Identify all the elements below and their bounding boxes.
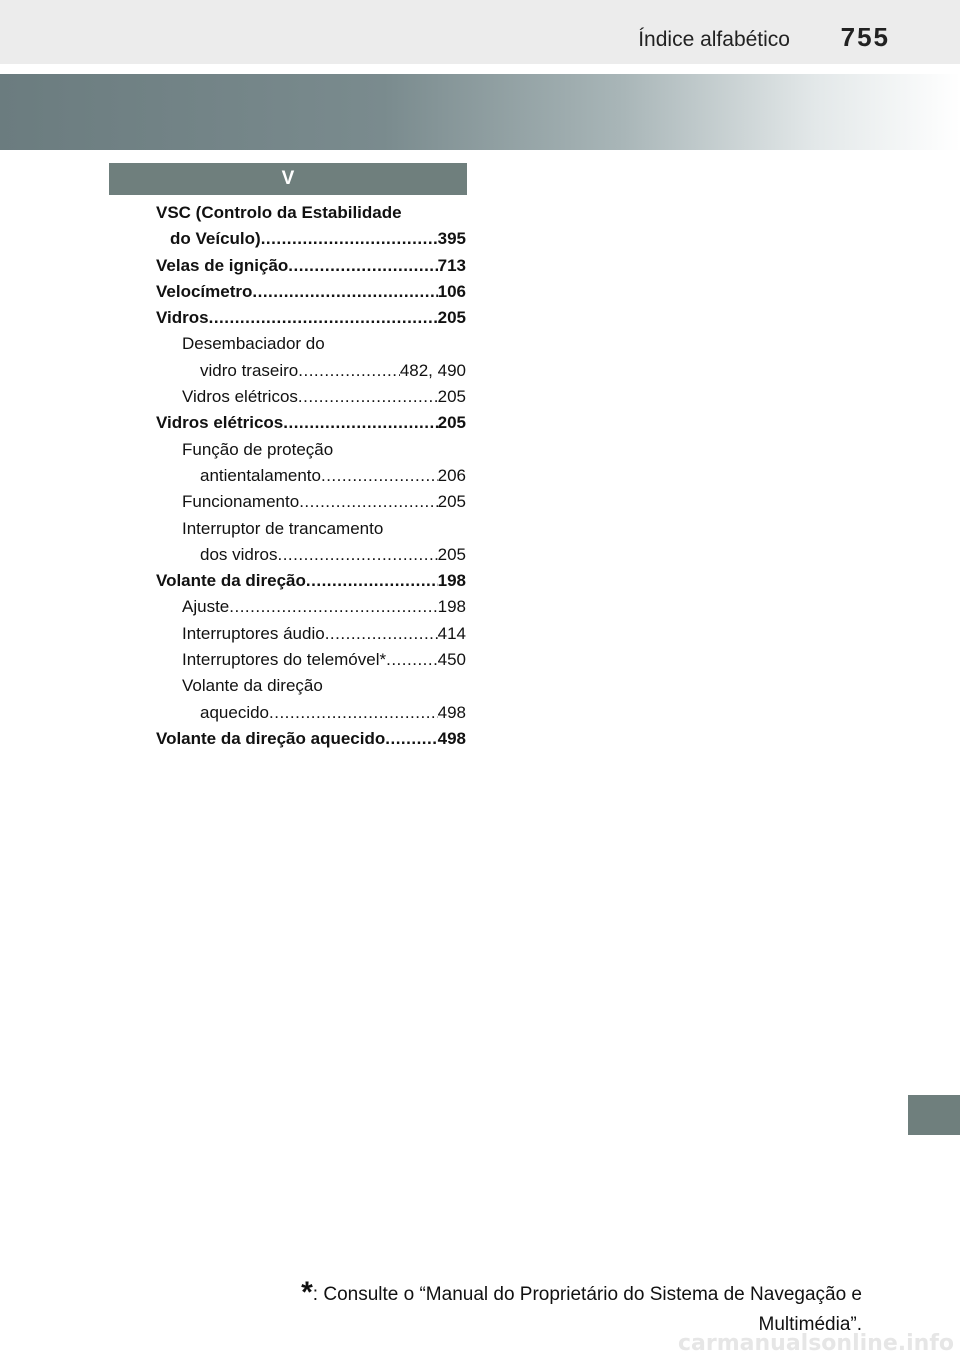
leader-dots: [386, 647, 438, 673]
leader-dots: [385, 726, 437, 752]
page-number: 755: [840, 22, 890, 52]
page-ref: 198: [437, 597, 466, 617]
leader-dots: [306, 568, 438, 594]
footnote-text-line1: : Consulte o “Manual do Proprietário do Sistema de Navegação e: [312, 1284, 862, 1305]
chapter-side-tab: [908, 1095, 960, 1135]
leader-dots: [209, 305, 438, 331]
leader-dots: [277, 542, 437, 568]
leader-dots: [299, 489, 437, 515]
index-entry[interactable]: Vidros elétricos ..... 205: [156, 410, 466, 436]
index-entry[interactable]: Vidros ..... 205: [156, 305, 466, 331]
page-ref: 106: [437, 281, 466, 301]
page-ref: 206: [437, 465, 466, 485]
index-letter-header: V: [109, 163, 467, 195]
leader-dots: [252, 279, 437, 305]
page-ref: 395: [437, 229, 466, 249]
header-banner: [0, 74, 960, 150]
asterisk-mark: *: [301, 1276, 313, 1309]
index-entry-continuation[interactable]: do Veículo) ..... 395: [156, 226, 466, 252]
alphabetical-index: [156, 200, 466, 752]
page-ref: 498: [437, 728, 466, 748]
page-ref: 205: [437, 544, 466, 564]
index-subentry-continuation[interactable]: aquecido ..... 498: [156, 700, 466, 726]
index-subentry-continuation[interactable]: vidro traseiro ..... 482, 490: [156, 358, 466, 384]
page-ref: 713: [437, 255, 466, 275]
leader-dots: [321, 463, 438, 489]
index-subentry[interactable]: Vidros elétricos ..... 205: [156, 384, 466, 410]
leader-dots: [325, 621, 438, 647]
page-ref: 205: [437, 387, 466, 407]
leader-dots: [298, 358, 400, 384]
page-header-bar: [0, 0, 960, 64]
page-ref: 414: [437, 623, 466, 643]
index-subentry[interactable]: Volante da direção: [182, 676, 323, 696]
index-entry[interactable]: VSC (Controlo da Estabilidade: [156, 203, 402, 222]
page-ref: 198: [437, 571, 466, 591]
leader-dots: [298, 384, 438, 410]
page-ref: 498: [437, 702, 466, 722]
index-subentry[interactable]: Interruptores do telemóvel* ..... 450: [156, 647, 466, 673]
index-entry[interactable]: Velocímetro ..... 106: [156, 279, 466, 305]
index-entry[interactable]: Volante da direção ..... 198: [156, 568, 466, 594]
index-subentry[interactable]: Funcionamento ..... 205: [156, 489, 466, 515]
leader-dots: [288, 253, 437, 279]
page-ref: 205: [437, 492, 466, 512]
leader-dots: [229, 594, 437, 620]
section-title: Índice alfabético: [638, 28, 790, 51]
index-entry[interactable]: Velas de ignição ..... 713: [156, 253, 466, 279]
leader-dots: [269, 700, 438, 726]
index-subentry[interactable]: Função de proteção: [182, 439, 334, 459]
page-ref: 205: [437, 413, 466, 433]
leader-dots: [261, 226, 438, 252]
page-ref: 205: [437, 308, 466, 328]
index-subentry[interactable]: Interruptor de trancamento: [182, 518, 384, 538]
index-subentry[interactable]: Ajuste ..... 198: [156, 594, 466, 620]
index-entry[interactable]: Volante da direção aquecido ..... 498: [156, 726, 466, 752]
watermark: carmanualsonline.info: [678, 1331, 954, 1356]
index-subentry-continuation[interactable]: antientalamento ..... 206: [156, 463, 466, 489]
index-subentry[interactable]: Desembaciador do: [182, 334, 325, 354]
footnote-text-line2: Multimédia”.: [758, 1314, 862, 1335]
index-subentry-continuation[interactable]: dos vidros ..... 205: [156, 542, 466, 568]
leader-dots: [283, 410, 437, 436]
index-subentry[interactable]: Interruptores áudio ..... 414: [156, 621, 466, 647]
page-ref: 450: [437, 650, 466, 670]
page-ref: 482, 490: [399, 360, 466, 380]
